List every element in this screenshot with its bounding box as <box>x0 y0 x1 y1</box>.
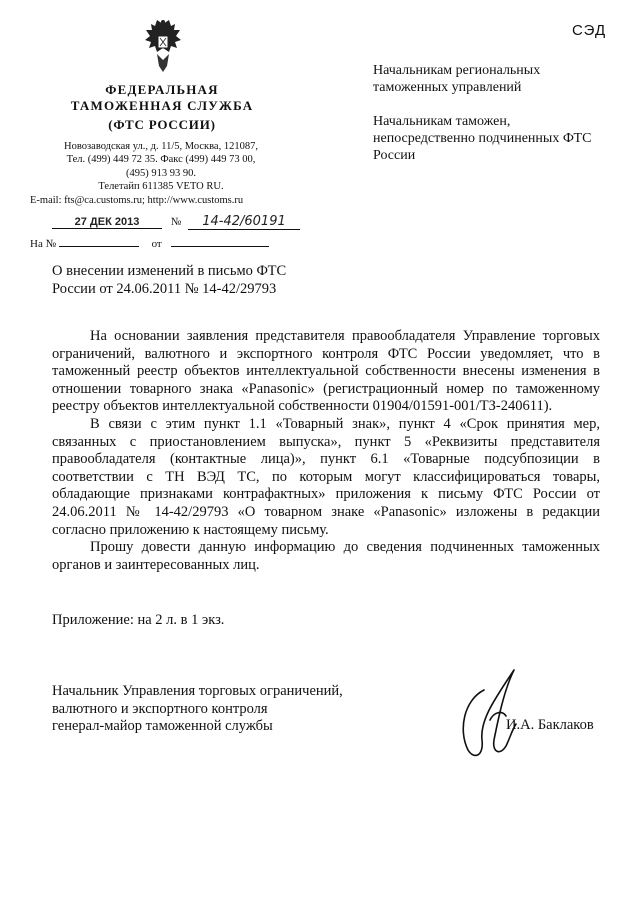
ref-number-blank <box>59 236 139 247</box>
address-line: Новозаводская ул., д. 11/5, Москва, 121087, <box>64 141 258 152</box>
ref-label: На № <box>30 238 57 250</box>
phone-line: Тел. (499) 449 72 35. Факс (499) 449 73 00, <box>66 154 256 166</box>
coat-of-arms-emblem <box>143 18 183 74</box>
registration-line <box>52 214 300 230</box>
position-line-2: валютного и экспортного контроля <box>52 700 268 717</box>
position-line-1: Начальник Управления торговых ограничений, <box>52 683 343 699</box>
teletype-line: Телетайп 611385 VETO RU. <box>98 181 224 193</box>
signatory-position <box>52 683 392 736</box>
org-name-line1: ФЕДЕРАЛЬНАЯ <box>105 82 219 97</box>
handwritten-signature <box>454 660 534 770</box>
number-sign: № <box>170 216 182 228</box>
letter-subject: О внесении изменений в письмо ФТС России от 24.06.2011 № 14-42/29793 <box>52 263 287 297</box>
signatory-name: И.А. Баклаков <box>506 717 594 733</box>
sed-mark: СЭД <box>572 22 607 39</box>
ref-from-label: от <box>151 238 162 250</box>
body-paragraph-3: Прошу довести данную информацию до сведения подчиненных таможенных органов и заинтересованных лиц. <box>52 539 600 573</box>
registration-date: 27 ДЕК 2013 <box>52 216 162 229</box>
body-paragraph-2: В связи с этим пункт 1.1 «Товарный знак», пункт 4 «Срок принятия мер, связанных с приостановлением выпуска», пункт 5 «Реквизиты представителя правообладателя (контактные лица)», пункт 6.1 «Товарные подсубпозиции в соответствии с ТН ВЭД ТС, по которым могут классифицироваться товары, обладающие признаками контрафактных» приложения к письму ФТС России от 24.06.2011 № 14-42/29793 «О товарном знаке «Panasonic» изложены в редакции согласно приложению к настоящему письму. <box>52 415 600 538</box>
phone-line-2: (495) 913 93 90. <box>126 167 196 179</box>
ref-date-blank <box>171 236 269 247</box>
attachment-note: Приложение: на 2 л. в 1 экз. <box>52 612 225 628</box>
recipient-regional: Начальникам региональных таможенных управлений <box>373 63 541 95</box>
reference-line <box>30 236 269 250</box>
body-paragraph-1: На основании заявления представителя правообладателя Управление торговых ограничений, валютного и экспортного контроля ФТС России уведомляет, что в таможенный реестр объектов интеллектуальной собственности внесены изменения в отношении товарного знака «Panasonic» (регистрационный номер по таможенному реестру объектов интеллектуальной собственности 01904/01591-001/ТЗ-240611). <box>52 328 600 415</box>
position-line-3: генерал-майор таможенной службы <box>52 718 273 735</box>
recipient-customs: Начальникам таможен, непосредственно подчиненных ФТС России <box>373 114 592 163</box>
org-name-line3: (ФТС РОССИИ) <box>108 117 216 132</box>
org-name-line2: ТАМОЖЕННАЯ СЛУЖБА <box>70 98 254 113</box>
org-address-block <box>30 140 292 207</box>
letter-body <box>52 328 600 574</box>
recipients-block <box>373 62 613 181</box>
registration-number: 14-42/60191 <box>188 214 300 230</box>
email-line: E-mail: fts@ca.customs.ru; http://www.customs.ru <box>30 194 244 206</box>
